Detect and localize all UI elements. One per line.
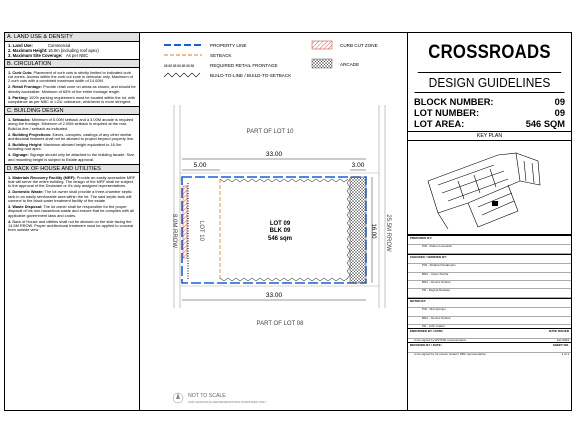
legend-build-to-line: BUILD-TO-LINE / BUILD-TO-SETBACK — [210, 73, 292, 78]
lot-area-label: 546 sqm — [267, 236, 293, 242]
project-subtitle: DESIGN GUIDELINES — [415, 73, 565, 93]
guideline-item: 4. Back of House and utilities shall not be allowed on the side facing the 14.5M RROW. Proper architectural treatment must be applied to conceal from outside view — [8, 218, 133, 233]
guideline-item: 2. Domestic Waste: The lot owner shall provide a three-chamber septic tank in an easily serviceable area within the lot. The said septic tank will connect to the black water treatment facility of the estate. — [8, 189, 132, 204]
top-neighbor-label: PART OF LOT 10 — [246, 129, 294, 135]
lot-info — [408, 93, 571, 132]
endorsed-label: ENDORSED BY / DATE: — [410, 329, 444, 334]
guideline-item: 3. Waste Disposal: The lot owner shall be responsible for the proper disposal of his non-hazardous waste and ensure that he complies with all applicable government laws and codes. — [8, 203, 134, 218]
area-label: LOT AREA: — [414, 119, 465, 129]
date-label: DATE ISSUED — [549, 329, 569, 334]
side-dimension: 16.00 — [370, 223, 376, 239]
circulation-section — [5, 68, 139, 106]
legend-property-line: PROPERTY LINE — [210, 43, 247, 48]
right-road-label: 25.5M RROW — [385, 214, 391, 252]
title-panel — [407, 33, 571, 410]
guideline-item: 3. Parking: 100% parking requirement must be located within the lot, with compliance as per NBC or LGU ordinance, whichever is more stringent. — [8, 94, 135, 104]
prepared-by-label: PREPARED BY: — [408, 235, 571, 240]
site-plan-drawing — [140, 33, 407, 410]
legend-setback: SETBACK — [210, 53, 232, 58]
checked-by-label: CHECKED / VERIFIED BY: — [408, 254, 571, 259]
back-house-section — [5, 173, 139, 235]
building-design-section — [5, 115, 139, 164]
guidelines-panel — [5, 33, 140, 410]
received-label: RECEIVED BY / DATE: — [410, 343, 442, 348]
lot-plan — [174, 105, 385, 308]
project-title: CROSSROADS — [418, 33, 561, 73]
received-sub: to be signed by lot owner/ locator/ DBU representative — [414, 351, 486, 356]
guideline-item: 4. Signage: Signage should only be attached to the building facade. Size and mounting height is subject to Estate approval. — [8, 152, 135, 162]
arcade-swatch — [312, 59, 332, 68]
noted-name: PID - Mia Quimpo — [422, 307, 446, 312]
build-to-line-swatch — [164, 73, 200, 77]
guideline-sheet — [4, 32, 572, 411]
section-building-design-title: C. BUILDING DESIGN — [5, 106, 139, 115]
guideline-item: 2. Retail Frontage: Provide retail zone on areas as shown, and should be directly accessible. Minimum of 65% of the entire frontage length — [8, 84, 136, 94]
key-plan-title: KEY PLAN — [408, 132, 571, 141]
block-number-label: BLK 09 — [269, 228, 291, 234]
setback-dimension: 5.00 — [193, 162, 207, 169]
bottom-dimension: 33.00 — [265, 292, 283, 299]
key-plan — [408, 141, 571, 235]
land-use-label: 1. Land Use: — [8, 43, 33, 48]
land-use-section — [5, 42, 139, 59]
curb-cut-zone — [183, 186, 187, 258]
site-plan-panel — [140, 33, 407, 410]
block-value: 09 — [554, 97, 565, 107]
block-label: BLOCK NUMBER: — [414, 97, 494, 107]
guideline-item: 1. Curb Cuts: Placement of curb cuts is strictly limited to indicated curb cut zones. Access within the curb cut zone is vehicular only. Maximum of 2 curb cuts with a combined maximum width of 14.00M. — [8, 69, 133, 84]
sheet-value: 1 of 1 — [561, 351, 569, 356]
key-plan-map — [408, 141, 572, 235]
lot-number-label: LOT 09 — [269, 221, 291, 227]
noted-by-label: NOTED BY: — [408, 298, 571, 303]
guideline-item: 3. Building Height: Maximum allowed height equivalent to 16.0m including roof apex. — [8, 141, 122, 152]
top-dimension: 33.00 — [265, 151, 283, 158]
arcade-zone — [350, 177, 366, 283]
legend-arcade: ARCADE — [340, 62, 360, 67]
date-value: Jan 2024 — [556, 337, 569, 342]
retail-frontage-swatch: 88 88 88 88 88 88 88 — [164, 64, 195, 68]
bottom-neighbor-label: PART OF LOT 08 — [256, 321, 304, 327]
left-road-label: 8.0M RROW — [171, 213, 177, 249]
checked-name: PID - Shalina Panaheehs — [422, 263, 456, 268]
section-land-use-title: A. LAND USE & DENSITY — [5, 33, 139, 42]
max-height-value: 16.0m (including roof apex) — [48, 48, 99, 53]
noted-name: PD - John Calaro — [422, 324, 446, 329]
scale-note-label: NOT TO SCALE — [188, 393, 226, 399]
curb-cut-swatch — [312, 41, 332, 49]
guideline-item: 1. Materials Recovery Facility (MRF): Provide an easily accessible MRF that will serve the entire building. The design of the MRF shall be subject to the approval of the Declarant or it's duly assigned representatives. — [8, 174, 136, 189]
site-coverage-value: As per NBC — [66, 53, 89, 58]
endorsed-sub: to be signed by ESTATE representative — [414, 337, 467, 342]
site-coverage-label: 3. Maximum Site Coverage: — [8, 53, 63, 58]
land-use-value: Commercial — [48, 43, 71, 48]
title-block — [408, 235, 571, 356]
section-back-house-title: D. BACK OF HOUSE AND UTILITIES — [5, 164, 139, 173]
legend — [164, 41, 332, 77]
scale-note-sub: FOR GRAPHICAL REPRESENTATION PURPOSES ONLY — [188, 400, 267, 404]
noted-name: BDC - Dennis Sobsor — [422, 315, 451, 320]
checked-name: BDC - Dennis Sobosr — [422, 280, 451, 285]
lot-value: 09 — [554, 108, 565, 118]
left-neighbor-label: LOT 10 — [198, 221, 204, 241]
legend-curb-cut: CURB CUT ZONE — [340, 43, 378, 48]
guideline-item: 2. Building Projections: Eaves, canopies, castings of any other similar architectural features shall not be allowed to project beyond property line. — [8, 131, 135, 141]
sheet-label: SHEET NO. — [552, 343, 569, 348]
arcade-dimension: 3.00 — [351, 162, 365, 169]
checked-name: PD - Regina Rosales — [422, 288, 451, 293]
section-circulation-title: B. CIRCULATION — [5, 59, 139, 68]
checked-name: BDC - Owen Rocha — [422, 271, 449, 276]
lot-label: LOT NUMBER: — [414, 108, 480, 118]
lot-marker — [492, 201, 498, 206]
guideline-item: 1. Setbacks: Minimum of 5.00M setback and a 3.00M arcade is required along the frontage. Minimum of 2.00M setback is required at the rear. Build-to-line / setback as indicated. — [8, 116, 134, 131]
max-height-label: 2. Maximum Height: — [8, 48, 48, 53]
prepared-name: PID - Ruben Leonardo — [422, 244, 453, 249]
legend-retail-frontage: REQUIRED RETAIL FRONTAGE — [210, 63, 278, 68]
scale-note — [173, 393, 267, 404]
area-value: 546 SQM — [525, 119, 565, 129]
